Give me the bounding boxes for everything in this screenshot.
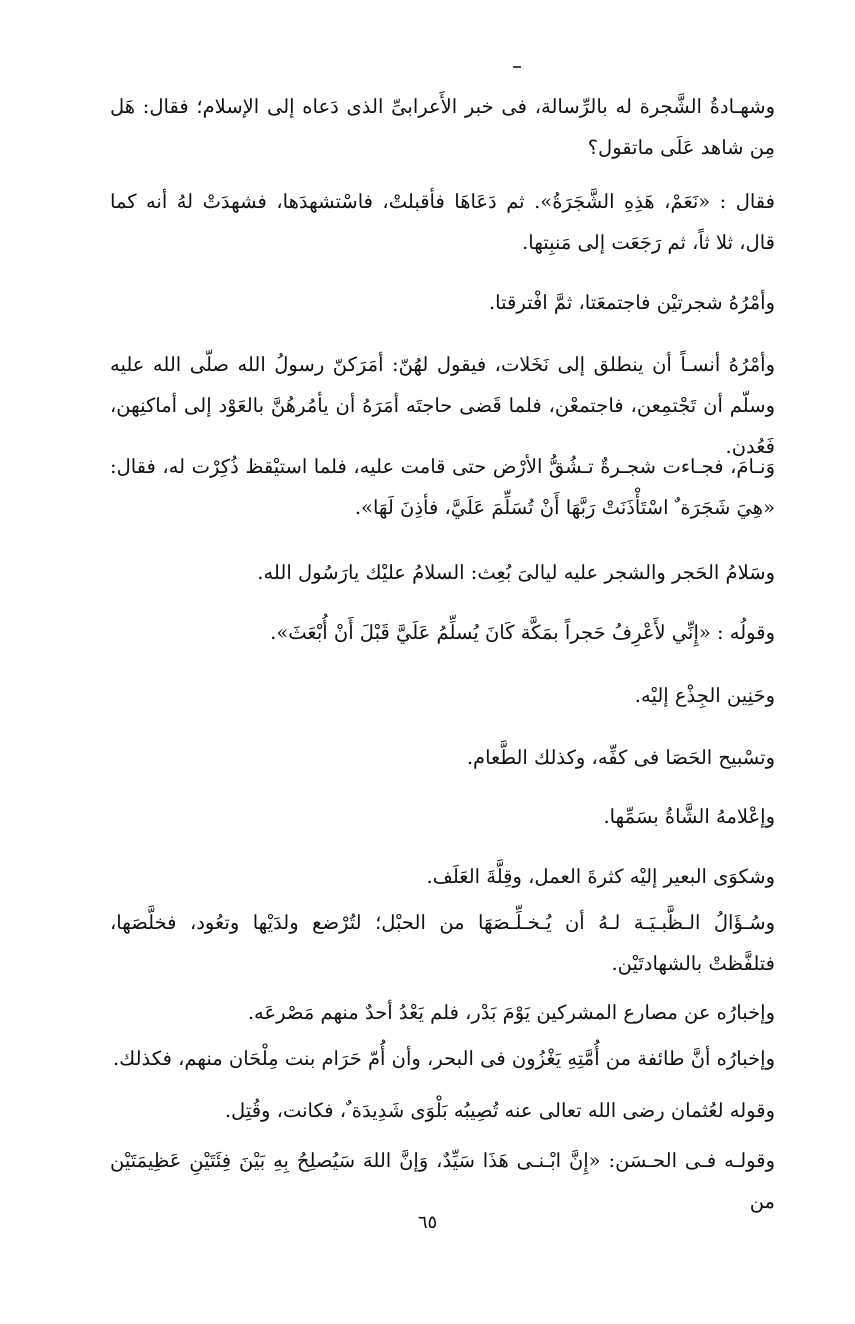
paragraph-hasan: وقولـه فـى الحـسَن: «إِنَّ ابْـنـى هَذَا سَيِّدٌ، وَإنَّ اللهَ سَيُصلِحُ بِهِ بَيْنَ فِئَتَيْنِ عَظِيمَتَيْن من [110,1149,775,1213]
paragraph-gazelle: وسُـؤَالُ الـظَّبـيَـة لـهُ أن يُـخـلِّـصَهَا من الحبْل؛ لتُرْضع ولدَيْها وتعُود، فخلَّصَها، فتلفَّظتْ بالشهادتَيْن. [110,911,775,975]
page-number: ٦٥ [417,1212,438,1233]
paragraph-tree-greeting: وَنـامَ، فجـاءت شجـرةٌ تـشُقُّ الأرْض حتى قامت عليه، فلما استيْقظ ذُكِرْت له، فقال: «هِيَ شَجَرَة ٌ اسْتَأْذَنَتْ رَبَّهَا أَنْ تُسَلِّمَ عَلَيَّ، فأذِنَ لَهَا». [110,455,775,519]
paragraph-sea: وإخبارُه أنَّ طائفة من أُمَّتِهِ يَغْزُون فى البحر، وأن أُمّ حَرَام بنت مِلْحَان منهم، فكذلك. [112,1047,775,1070]
paragraph-uthman: وقوله لعُثمان رضى الله تعالى عنه تُصِيبُه بَلْوَى شَدِيدَة ٌ، فكانت، وقُتِل. [224,1099,775,1122]
header-mark [513,66,521,68]
paragraph-palm-trees: وأمْرُهُ أنسـاً أن ينطلق إلى نَخَلات، فيقول لهُنّ: أمَرَكنّ رسولُ الله صلّى الله عليه وسلّم أن تَجْتمِعن، فاجتمعْن، فلما قَضى حاجتَه أمَرَهُ أن يأمُرهُنَّ بالعَوْد إلى أماكنِهن، فَعُدن. [110,353,775,458]
paragraph-pebbles: وتسْبيح الحَصَا فى كفِّه، وكذلك الطَّعام. [466,746,775,769]
paragraph-trunk: وحَنِين الجِذْع إليْه. [634,684,775,707]
paragraph-stone-greeting: وسَلامُ الحَجر والشجر عليه ليالىَ بُعِث: السلامُ عليْك يارَسُول الله. [257,561,775,584]
paragraph-sheep: وإعْلامهُ الشَّاةُ بسَمِّها. [603,805,775,828]
paragraph-tree-testimony: وشهـادةُ الشَّجرة له بالرِّسالة، فى خبر الأَعرابىِّ الذى دَعاه إلى الإسلام؛ فقال: هَل مِن شاهد عَلَى ماتقول؟ [110,95,775,159]
paragraph-badr: وإخبارُه عن مصارع المشركين يَوْمَ بَدْر، فلم يَعْدُ أحدٌ منهم مَصْرعَه. [247,1001,775,1024]
paragraph-two-trees: وأمْرُهُ شجرتيْن فاجتمعَتا، ثمَّ افْترقتا. [488,291,775,314]
paragraph-camel: وشكوَى البعير إليْه كثرةَ العمل، وقِلَّةَ العَلَف. [426,865,775,888]
paragraph-stone-mecca: وقولُه : «إِنِّي لأَعْرِفُ حَجراً بمَكَّة كَانَ يُسلِّمُ عَلَيَّ قَبْلَ أَنْ أُبْعَثَ». [270,621,775,644]
paragraph-tree-answer: فقال : «نَعَمْ، هَذِهِ الشَّجَرَةُ». ثم دَعَاهَا فأقبلتْ، فاسْتشهدَها، فشهدَتْ لهُ أنه كما قال، ثلا ثاً، ثم رَجَعَت إلى مَنبِتها. [110,190,775,254]
